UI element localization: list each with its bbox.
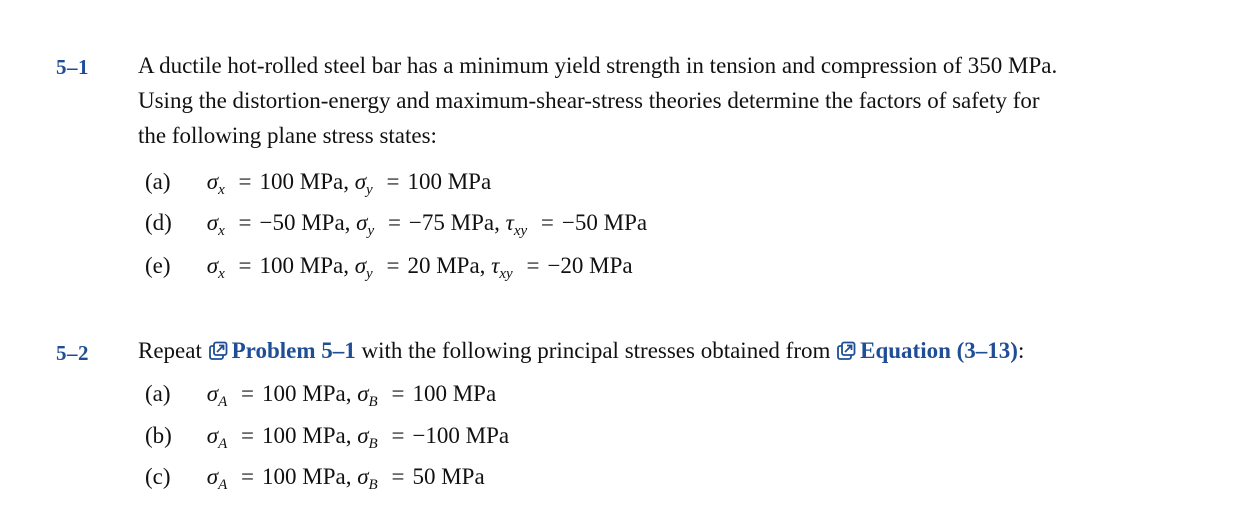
stress-value: −100 MPa (412, 423, 510, 448)
sigma-symbol: σ (206, 253, 219, 278)
sigma-symbol: σ (357, 464, 369, 489)
stress-value: 100 MPa, (259, 169, 349, 194)
part-c (145, 464, 485, 493)
stress-value: 100 MPa, (262, 381, 352, 406)
stem-line: the following plane stress states: (138, 123, 437, 148)
equals-sign: = (238, 253, 252, 278)
sigma-symbol: σ (356, 210, 368, 235)
subscript: y (366, 266, 373, 282)
equals-sign: = (526, 253, 540, 278)
stress-value: 100 MPa (412, 381, 497, 406)
subscript: A (218, 477, 228, 493)
stem-text: Repeat (138, 338, 202, 363)
stress-expression (206, 423, 510, 452)
part-d (145, 210, 648, 239)
sigma-symbol: σ (357, 381, 369, 406)
part-b (145, 423, 510, 452)
external-link-icon (208, 336, 228, 371)
stress-value: 100 MPa, (259, 253, 349, 278)
stress-expression (206, 210, 648, 239)
sigma-symbol: σ (206, 423, 219, 448)
problem-stem (138, 333, 1024, 371)
stress-value: 20 MPa, (407, 253, 486, 278)
equals-sign: = (391, 464, 405, 489)
sigma-symbol: σ (354, 253, 367, 278)
stress-value: 100 MPa (407, 169, 492, 194)
equation-3-13-link[interactable]: Equation (3–13) (860, 338, 1018, 363)
subscript: xy (499, 266, 513, 282)
problem-5-1-link[interactable]: Problem 5–1 (231, 338, 356, 363)
stress-expression (206, 464, 485, 493)
sigma-symbol: σ (357, 423, 369, 448)
stress-expression (206, 169, 492, 198)
stem-text: : (1017, 338, 1025, 363)
part-a (145, 169, 492, 198)
equals-sign: = (386, 253, 400, 278)
stress-value: 50 MPa (412, 464, 485, 489)
subscript: x (218, 223, 225, 239)
stress-value: −50 MPa (561, 210, 648, 235)
part-label: (c) (145, 464, 171, 489)
subscript: B (368, 477, 378, 493)
sigma-symbol: σ (206, 169, 219, 194)
equals-sign: = (238, 210, 252, 235)
stress-expression (206, 381, 497, 410)
part-a (145, 381, 497, 410)
external-link-icon (836, 336, 856, 371)
stress-expression (206, 253, 633, 282)
tau-symbol: τ (505, 210, 514, 235)
subscript: x (218, 266, 225, 282)
problem-stem (138, 48, 1057, 153)
problem-number: 5–2 (56, 341, 89, 365)
sigma-symbol: σ (206, 381, 219, 406)
subscript: x (218, 182, 225, 198)
subscript: y (367, 223, 375, 239)
equals-sign: = (387, 210, 401, 235)
part-label: (b) (145, 423, 172, 448)
stress-value: −75 MPa, (408, 210, 500, 235)
equals-sign: = (540, 210, 554, 235)
part-label: (e) (145, 253, 171, 278)
sigma-symbol: σ (206, 464, 219, 489)
subscript: y (366, 182, 373, 198)
stress-value: −20 MPa (547, 253, 633, 278)
subscript: A (218, 394, 228, 410)
subscript: B (368, 394, 378, 410)
sigma-symbol: σ (206, 210, 219, 235)
part-label: (a) (145, 169, 171, 194)
tau-symbol: τ (491, 253, 500, 278)
subscript: B (368, 436, 378, 452)
equals-sign: = (391, 423, 405, 448)
equals-sign: = (241, 464, 254, 489)
part-e (145, 253, 633, 282)
subscript: A (218, 436, 228, 452)
subscript: xy (513, 223, 528, 239)
part-label: (a) (145, 381, 171, 406)
problem-number: 5–1 (56, 55, 89, 79)
equals-sign: = (391, 381, 405, 406)
equals-sign: = (241, 381, 254, 406)
stress-value: −50 MPa, (259, 210, 351, 235)
stress-value: 100 MPa, (262, 423, 352, 448)
part-label: (d) (145, 210, 172, 235)
stem-line: A ductile hot-rolled steel bar has a minimum yield strength in tension and compression of 350 MPa. (138, 53, 1058, 78)
stem-line: Using the distortion-energy and maximum-shear-stress theories determine the factors of safety for (138, 88, 1040, 113)
equals-sign: = (238, 169, 252, 194)
stress-value: 100 MPa, (262, 464, 352, 489)
equals-sign: = (241, 423, 254, 448)
equals-sign: = (386, 169, 400, 194)
sigma-symbol: σ (354, 169, 367, 194)
stem-text: with the following principal stresses obtained from (361, 338, 831, 363)
